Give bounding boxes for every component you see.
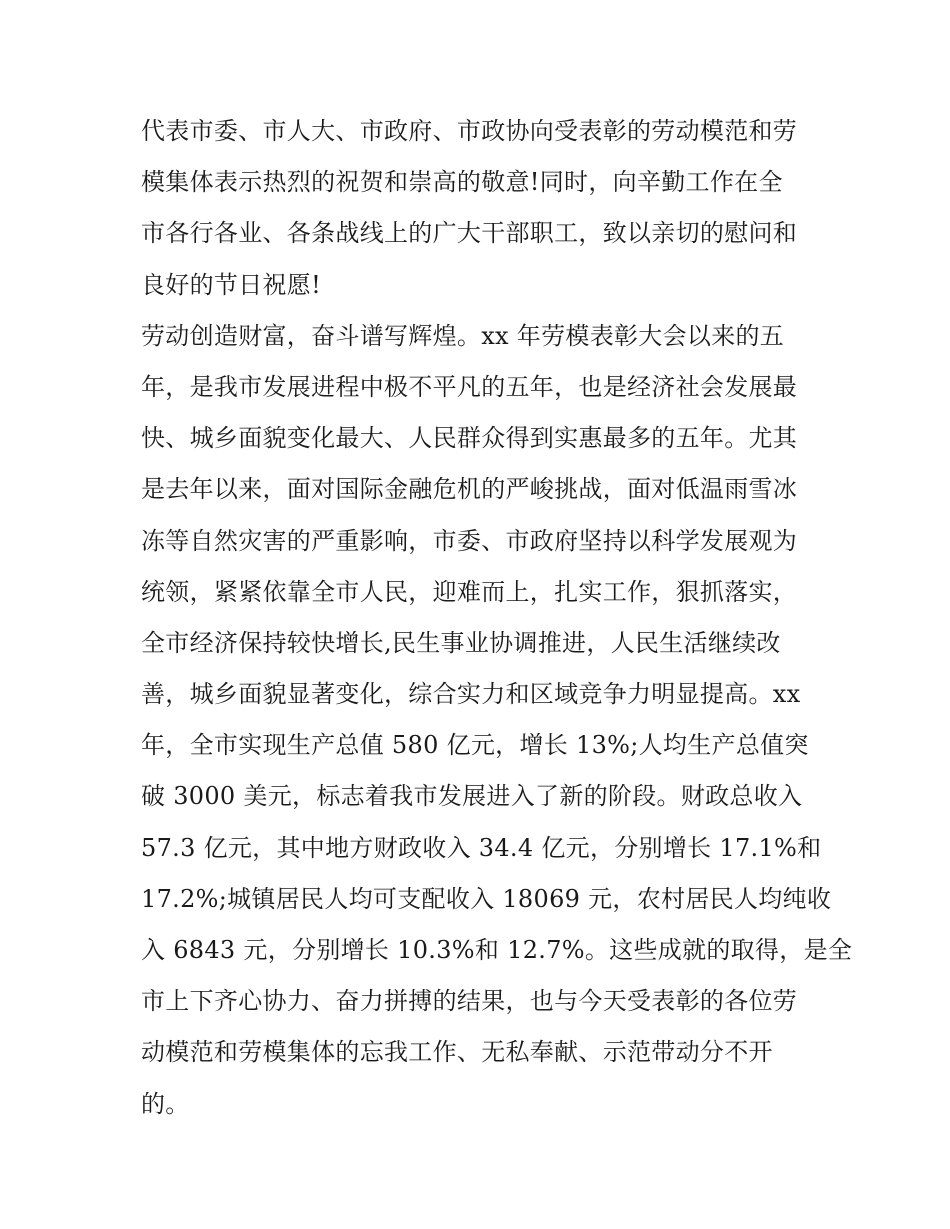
- text-line: 市上下齐心协力、奋力拼搏的结果，也与今天受表彰的各位劳: [141, 987, 798, 1016]
- text-line: 市各行各业、各条战线上的广大干部职工，致以亲切的慰问和: [141, 219, 798, 248]
- text-line: 模集体表示热烈的祝贺和崇高的敬意!同时，向辛勤工作在全: [141, 168, 783, 197]
- text-line: 年，全市实现生产总值 580 亿元，增长 13%;人均生产总值突: [141, 731, 809, 760]
- text-line: 冻等自然灾害的严重影响，市委、市政府坚持以科学发展观为: [141, 526, 798, 555]
- text-line: 破 3000 美元，标志着我市发展进入了新的阶段。财政总收入: [141, 782, 803, 811]
- document-body: [141, 106, 853, 1130]
- text-line: 代表市委、市人大、市政府、市政协向受表彰的劳动模范和劳: [141, 117, 798, 145]
- text-line: 动模范和劳模集体的忘我工作、无私奉献、示范带动分不开: [141, 1038, 773, 1067]
- text-line: 善，城乡面貌显著变化，综合实力和区域竞争力明显提高。xx: [141, 680, 801, 709]
- text-line: 入 6843 元，分别增长 10.3%和 12.7%。这些成就的取得，是全: [141, 936, 853, 964]
- text-line: 劳动创造财富，奋斗谱写辉煌。xx 年劳模表彰大会以来的五: [141, 321, 785, 350]
- text-line: 17.2%;城镇居民人均可支配收入 18069 元，农村居民人均纯收: [141, 884, 832, 913]
- text-line: 快、城乡面貌变化最大、人民群众得到实惠最多的五年。尤其: [141, 424, 798, 453]
- text-line: 全市经济保持较快增长,民生事业协调推进，人民生活继续改: [141, 628, 781, 657]
- text-line: 良好的节日祝愿!: [141, 270, 322, 299]
- text-line: 统领，紧紧依靠全市人民，迎难而上，扎实工作，狠抓落实，: [141, 577, 798, 606]
- text-line: 是去年以来，面对国际金融危机的严峻挑战，面对低温雨雪冰: [141, 475, 798, 504]
- text-line: 年，是我市发展进程中极不平凡的五年，也是经济社会发展最: [141, 372, 798, 401]
- text-line: 57.3 亿元，其中地方财政收入 34.4 亿元，分别增长 17.1%和: [141, 833, 822, 862]
- text-line: 的。: [141, 1089, 190, 1118]
